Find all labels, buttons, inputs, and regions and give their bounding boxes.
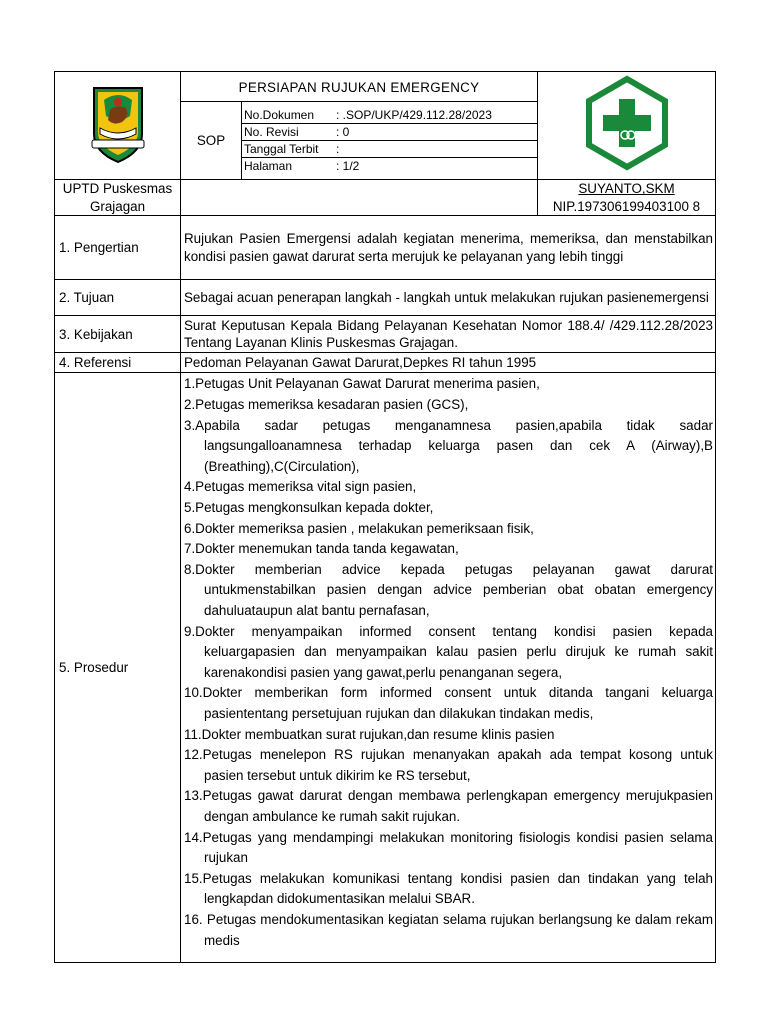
list-item: 12.Petugas menelepon RS rujukan menanyakan apakah ada tempat kosong untuk pasien tersebut untuk dikirim ke RS tersebut, bbox=[184, 747, 713, 783]
sop-label: SOP bbox=[181, 102, 242, 180]
section-text-kebijakan: Surat Keputusan Kepala Bidang Pelayanan Kesehatan Nomor 188.4/ /429.112.28/2023 Tentang Layanan Klinis Puskesmas Grajagan. bbox=[181, 316, 716, 353]
list-item: 6.Dokter memeriksa pasien , melakukan pemeriksaan fisik, bbox=[184, 520, 534, 536]
prosedur-steps bbox=[181, 373, 716, 963]
section-text-referensi: Pedoman Pelayanan Gawat Darurat,Depkes RI tahun 1995 bbox=[181, 353, 716, 373]
sop-document-table bbox=[54, 71, 716, 963]
list-item: 10.Dokter memberikan form informed consent untuk ditanda tangani keluarga pasiententang persetujuan rujukan dan dilakukan tindakan medis, bbox=[184, 685, 713, 721]
right-logo-cell bbox=[538, 72, 716, 180]
list-item: 16. Petugas mendokumentasikan kegiatan selama rujukan berlangsung ke dalam rekam medis bbox=[184, 911, 713, 948]
meta-row: No. Revisi : 0 bbox=[242, 124, 537, 141]
list-item: 8.Dokter memberian advice kepada petugas pelayanan gawat darurat untukmenstabilkan pasien dengan advice pemberian obat obatan emergency dahuluataupun alat bantu pernafasan, bbox=[184, 561, 713, 618]
list-item: 11.Dokter membuatkan surat rujukan,dan resume klinis pasien bbox=[184, 726, 555, 742]
section-label-prosedur: 5. Prosedur bbox=[55, 373, 181, 963]
meta-row: No.Dokumen : .SOP/UKP/429.112.28/2023 bbox=[242, 107, 537, 124]
section-text-tujuan: Sebagai acuan penerapan langkah - langkah untuk melakukan rujukan pasienemergensi bbox=[181, 280, 716, 316]
section-label-kebijakan: 3. Kebijakan bbox=[55, 316, 181, 353]
list-item: 5.Petugas mengkonsulkan kepada dokter, bbox=[184, 500, 434, 516]
section-text-pengertian: Rujukan Pasien Emergensi adalah kegiatan menerima, memeriksa, dan menstabilkan kondisi pasien gawat darurat serta merujuk ke pelayanan yang lebih tinggi bbox=[181, 216, 716, 280]
document-meta bbox=[242, 102, 538, 180]
prosedur-list bbox=[184, 374, 713, 951]
signature-block bbox=[538, 180, 716, 216]
list-item: 4.Petugas memeriksa vital sign pasien, bbox=[184, 479, 417, 495]
list-item: 13.Petugas gawat darurat dengan membawa perlengkapan emergency merujukpasien dengan ambulance ke rumah sakit rujukan. bbox=[184, 788, 713, 824]
meta-row: Halaman : 1/2 bbox=[244, 159, 360, 173]
meta-row: Tanggal Terbit : bbox=[242, 141, 537, 158]
blank-cell bbox=[181, 180, 538, 216]
list-item: 14.Petugas yang mendampingi melakukan monitoring fisiologis kondisi pasien selama rujukan bbox=[184, 829, 713, 866]
section-label-tujuan: 2. Tujuan bbox=[55, 280, 181, 316]
list-item: 2.Petugas memeriksa kesadaran pasien (GCS), bbox=[184, 397, 469, 413]
signer-name: SUYANTO,SKM bbox=[578, 181, 675, 197]
list-item: 7.Dokter menemukan tanda tanda kegawatan, bbox=[184, 541, 459, 557]
institution-name: UPTD Puskesmas Grajagan bbox=[55, 180, 181, 216]
regency-crest-icon bbox=[86, 82, 150, 164]
document-title: PERSIAPAN RUJUKAN EMERGENCY bbox=[181, 72, 538, 102]
puskesmas-cross-icon bbox=[585, 75, 669, 171]
list-item: 3.Apabila sadar petugas menganamnesa pasien,apabila tidak sadar langsungalloanamnesa terhadap keluarga pasen dan cek A (Airway),B (Breathing),C(Circulation), bbox=[184, 417, 713, 474]
list-item: 9.Dokter menyampaikan informed consent tentang kondisi pasien kepada keluargapasien dan menyampaikan kalau pasien perlu dirujuk ke rumah sakit karenakondisi pasien yang gawat,perlu penanganan segera, bbox=[184, 623, 713, 680]
section-label-referensi: 4. Referensi bbox=[55, 353, 181, 373]
section-label-pengertian: 1. Pengertian bbox=[55, 216, 181, 280]
list-item: 1.Petugas Unit Pelayanan Gawat Darurat menerima pasien, bbox=[184, 376, 540, 392]
left-logo-cell bbox=[55, 72, 181, 180]
signer-nip: NIP.197306199403100 8 bbox=[552, 198, 701, 214]
list-item: 15.Petugas melakukan komunikasi tentang kondisi pasien dan tindakan yang telah lengkapdan didokumentasikan melalui SBAR. bbox=[184, 870, 713, 907]
